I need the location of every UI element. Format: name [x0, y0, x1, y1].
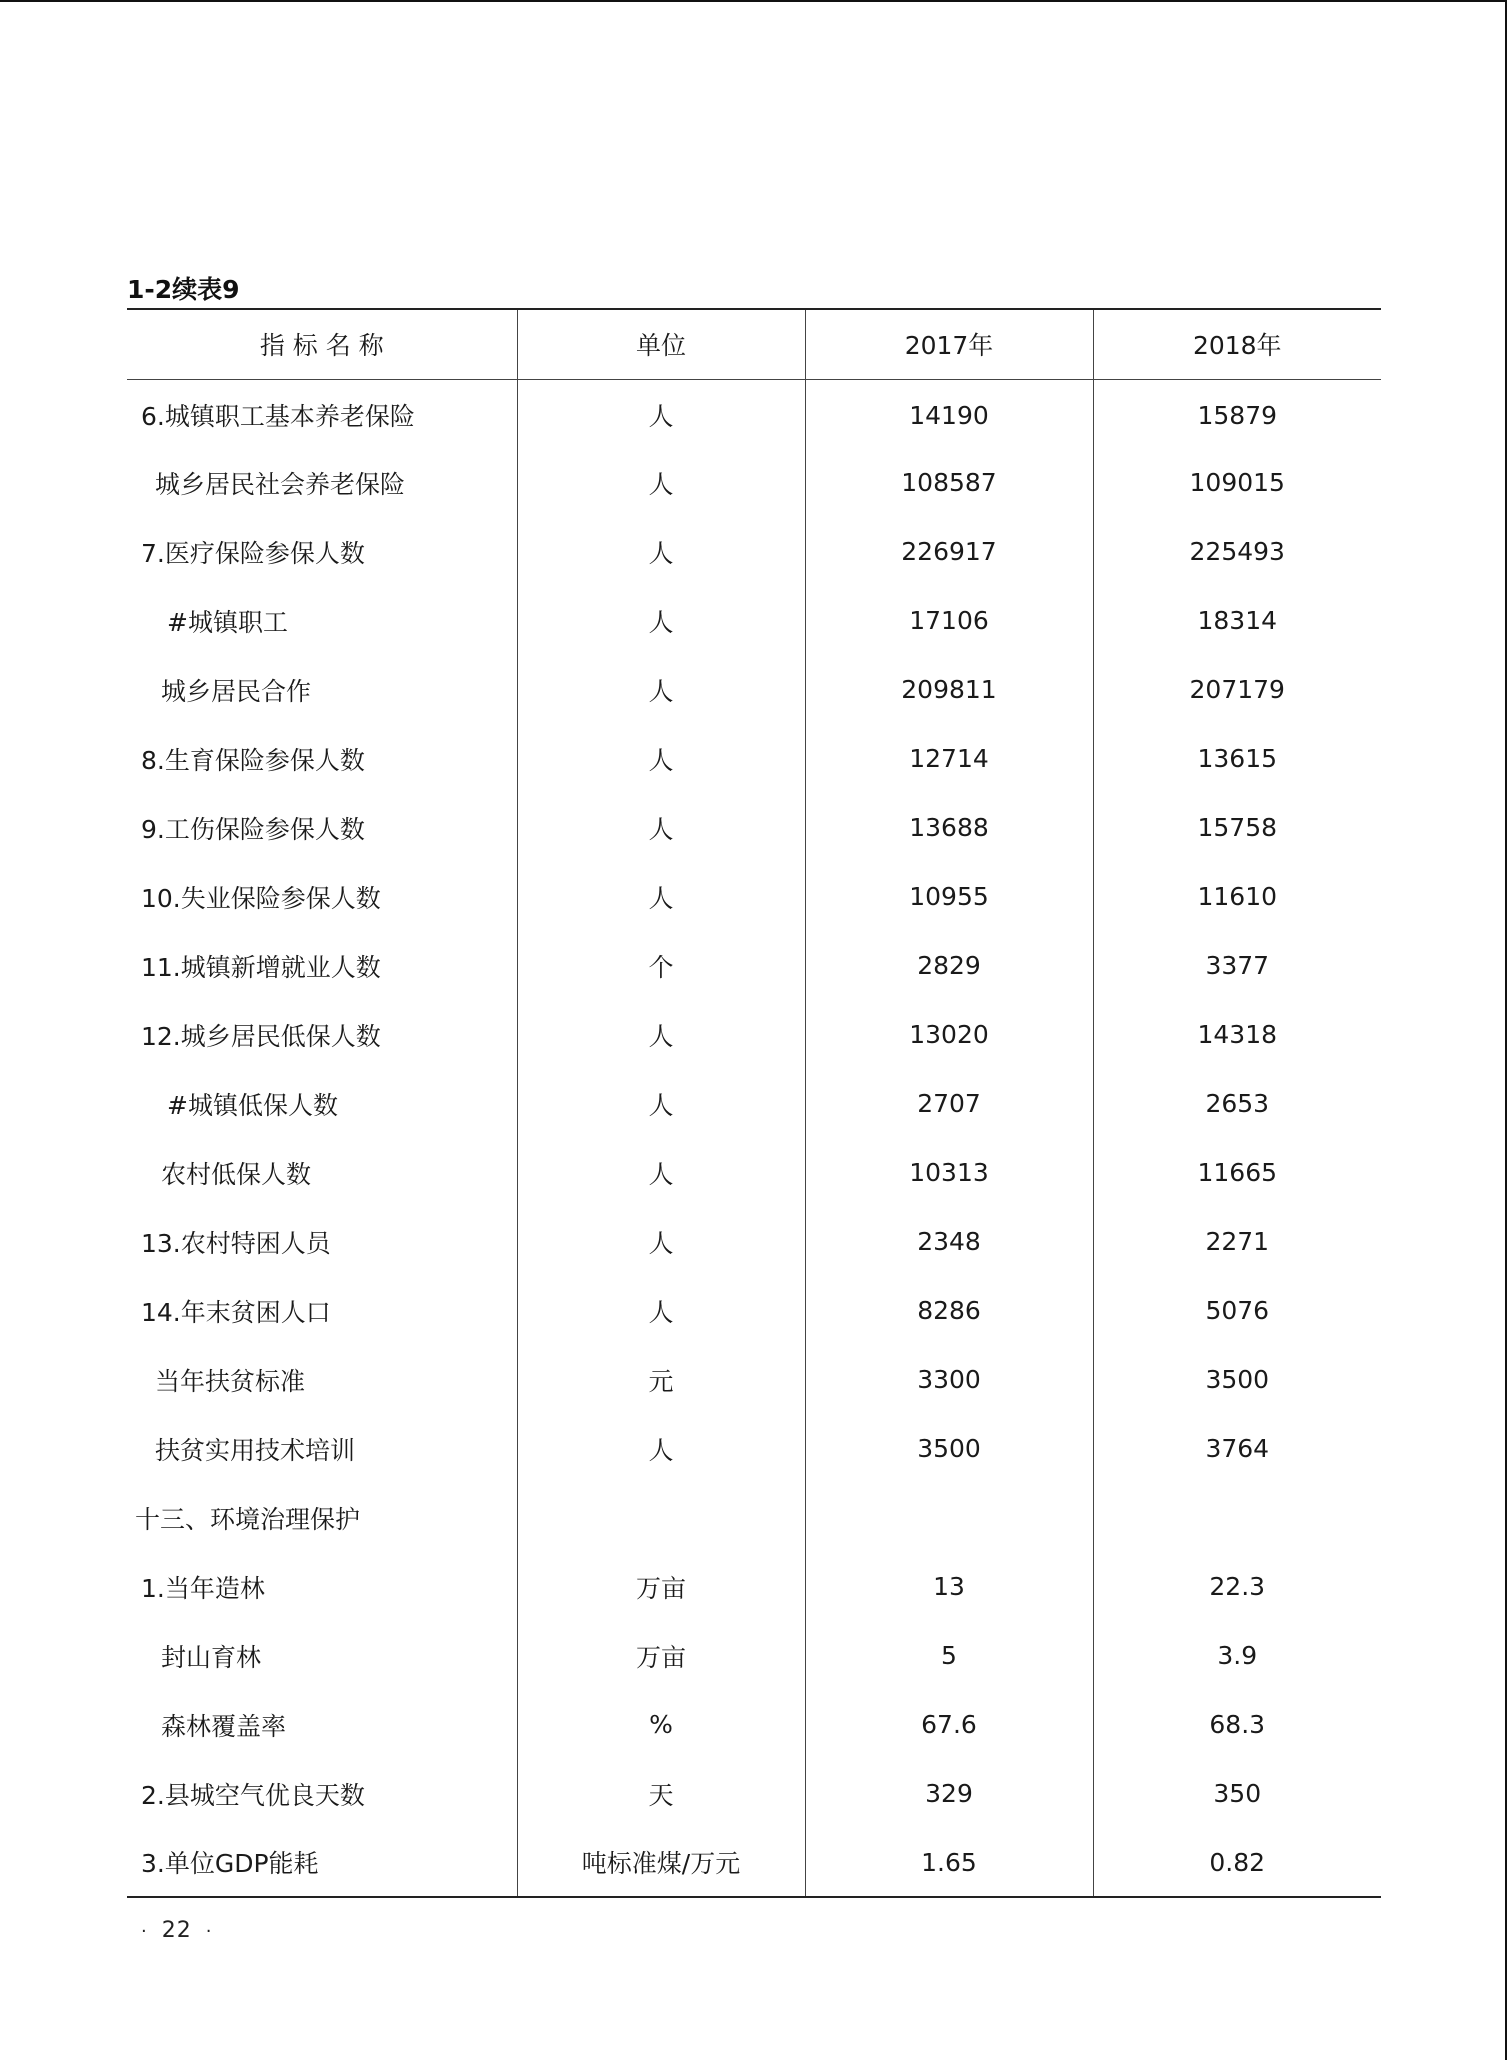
unit-cell: 人: [517, 1000, 805, 1069]
unit-cell: 人: [517, 586, 805, 655]
value-2018-cell: 13615: [1093, 724, 1381, 793]
indicator-name-cell: 3.单位GDP能耗: [127, 1828, 517, 1897]
unit-cell: 天: [517, 1759, 805, 1828]
unit-cell: 万亩: [517, 1552, 805, 1621]
indicator-name-cell: 封山育林: [161, 1642, 262, 1672]
indicator-name-cell: 城乡居民合作: [161, 676, 312, 706]
value-2018-cell: 0.82: [1093, 1828, 1381, 1897]
table-row: [127, 379, 1381, 448]
value-2018-cell: 3377: [1093, 931, 1381, 1000]
table-row: [127, 1759, 1381, 1828]
indicator-name-cell: 7.医疗保险参保人数: [141, 538, 365, 568]
header-indicator-name: 指 标 名 称: [127, 309, 517, 379]
table-row: [127, 1069, 1381, 1138]
indicator-name-cell: #城镇低保人数: [167, 1090, 338, 1120]
indicator-name-cell: #城镇职工: [167, 607, 288, 637]
table-row: [127, 1000, 1381, 1069]
unit-cell: 人: [517, 793, 805, 862]
value-2017-cell: 2829: [805, 931, 1093, 1000]
value-2018-cell: [1093, 1483, 1381, 1552]
value-2018-cell: 3764: [1093, 1414, 1381, 1483]
value-2017-cell: 2348: [805, 1207, 1093, 1276]
table-row: [127, 724, 1381, 793]
footer-left-dot: ·: [141, 1921, 148, 1942]
unit-cell: 人: [517, 862, 805, 931]
table-row: [127, 1828, 1381, 1897]
table-row: [127, 1552, 1381, 1621]
table-row: [127, 1276, 1381, 1345]
value-2017-cell: 3300: [805, 1345, 1093, 1414]
table-body: [127, 379, 1381, 1897]
page-footer: [127, 1918, 226, 1943]
value-2017-cell: 17106: [805, 586, 1093, 655]
value-2018-cell: 2271: [1093, 1207, 1381, 1276]
value-2018-cell: 15758: [1093, 793, 1381, 862]
table-row: [127, 586, 1381, 655]
unit-cell: 万亩: [517, 1621, 805, 1690]
footer-right-dot: ·: [205, 1921, 213, 1942]
value-2018-cell: 207179: [1093, 655, 1381, 724]
table-row: [127, 655, 1381, 724]
table-row: [127, 1138, 1381, 1207]
value-2017-cell: 10955: [805, 862, 1093, 931]
unit-cell: 人: [517, 517, 805, 586]
value-2017-cell: 226917: [805, 517, 1093, 586]
indicator-name-cell: 14.年末贫困人口: [141, 1297, 331, 1327]
value-2017-cell: 10313: [805, 1138, 1093, 1207]
table-row: [127, 1414, 1381, 1483]
indicator-name-cell: 6.城镇职工基本养老保险: [141, 402, 415, 432]
value-2018-cell: 225493: [1093, 517, 1381, 586]
indicator-name-cell: 10.失业保险参保人数: [141, 883, 381, 913]
indicator-name-cell: 9.工伤保险参保人数: [141, 814, 365, 844]
unit-cell: 人: [517, 1138, 805, 1207]
statistics-table: [127, 308, 1381, 1898]
unit-cell: 元: [517, 1345, 805, 1414]
table-row: [127, 517, 1381, 586]
value-2017-cell: 5: [805, 1621, 1093, 1690]
table-header-row: [127, 309, 1381, 379]
indicator-name-cell: 当年扶贫标准: [155, 1366, 306, 1396]
unit-cell: 人: [517, 379, 805, 448]
value-2017-cell: 1.65: [805, 1828, 1093, 1897]
value-2018-cell: 14318: [1093, 1000, 1381, 1069]
header-unit: 单位: [517, 309, 805, 379]
unit-cell: 人: [517, 1069, 805, 1138]
table-row: [127, 1621, 1381, 1690]
table-row: [127, 1690, 1381, 1759]
value-2018-cell: 3500: [1093, 1345, 1381, 1414]
value-2017-cell: 3500: [805, 1414, 1093, 1483]
value-2017-cell: 329: [805, 1759, 1093, 1828]
value-2018-cell: 350: [1093, 1759, 1381, 1828]
table-row: [127, 1207, 1381, 1276]
indicator-name-cell: 13.农村特困人员: [141, 1228, 331, 1258]
unit-cell: 人: [517, 1207, 805, 1276]
table-row: [127, 862, 1381, 931]
value-2018-cell: 2653: [1093, 1069, 1381, 1138]
value-2018-cell: 18314: [1093, 586, 1381, 655]
value-2018-cell: 11665: [1093, 1138, 1381, 1207]
indicator-name-cell: 2.县城空气优良天数: [141, 1780, 365, 1810]
unit-cell: 人: [517, 655, 805, 724]
unit-cell: 人: [517, 1414, 805, 1483]
table-row: [127, 793, 1381, 862]
header-year-2018: 2018年: [1093, 309, 1381, 379]
value-2018-cell: 15879: [1093, 379, 1381, 448]
unit-cell: 人: [517, 448, 805, 517]
value-2017-cell: 209811: [805, 655, 1093, 724]
indicator-name-cell: 8.生育保险参保人数: [141, 745, 365, 775]
value-2017-cell: 8286: [805, 1276, 1093, 1345]
table-row: [127, 931, 1381, 1000]
indicator-name-cell: 扶贫实用技术培训: [155, 1435, 356, 1465]
value-2017-cell: 13020: [805, 1000, 1093, 1069]
unit-cell: 个: [517, 931, 805, 1000]
indicator-name-cell: 森林覆盖率: [161, 1711, 287, 1741]
indicator-name-cell: 12.城乡居民低保人数: [141, 1021, 381, 1051]
value-2017-cell: 108587: [805, 448, 1093, 517]
unit-cell: 吨标准煤/万元: [517, 1828, 805, 1897]
table-row: [127, 1483, 1381, 1552]
table-row: [127, 448, 1381, 517]
header-year-2017: 2017年: [805, 309, 1093, 379]
indicator-name-cell: 1.当年造林: [141, 1573, 265, 1603]
value-2017-cell: 67.6: [805, 1690, 1093, 1759]
value-2018-cell: 3.9: [1093, 1621, 1381, 1690]
unit-cell: 人: [517, 724, 805, 793]
indicator-name-cell: 城乡居民社会养老保险: [155, 469, 406, 499]
value-2017-cell: 13688: [805, 793, 1093, 862]
table-row: [127, 1345, 1381, 1414]
value-2018-cell: 68.3: [1093, 1690, 1381, 1759]
indicator-name-cell: 十三、环境治理保护: [135, 1504, 361, 1534]
value-2018-cell: 11610: [1093, 862, 1381, 931]
value-2018-cell: 5076: [1093, 1276, 1381, 1345]
value-2017-cell: 12714: [805, 724, 1093, 793]
value-2017-cell: 13: [805, 1552, 1093, 1621]
unit-cell: [517, 1483, 805, 1552]
table-title: 1-2续表9: [127, 275, 240, 304]
value-2018-cell: 109015: [1093, 448, 1381, 517]
value-2017-cell: [805, 1483, 1093, 1552]
unit-cell: 人: [517, 1276, 805, 1345]
unit-cell: %: [517, 1690, 805, 1759]
value-2017-cell: 2707: [805, 1069, 1093, 1138]
value-2017-cell: 14190: [805, 379, 1093, 448]
indicator-name-cell: 农村低保人数: [161, 1159, 312, 1189]
page-number: 22: [161, 1918, 192, 1943]
indicator-name-cell: 11.城镇新增就业人数: [141, 952, 381, 982]
value-2018-cell: 22.3: [1093, 1552, 1381, 1621]
